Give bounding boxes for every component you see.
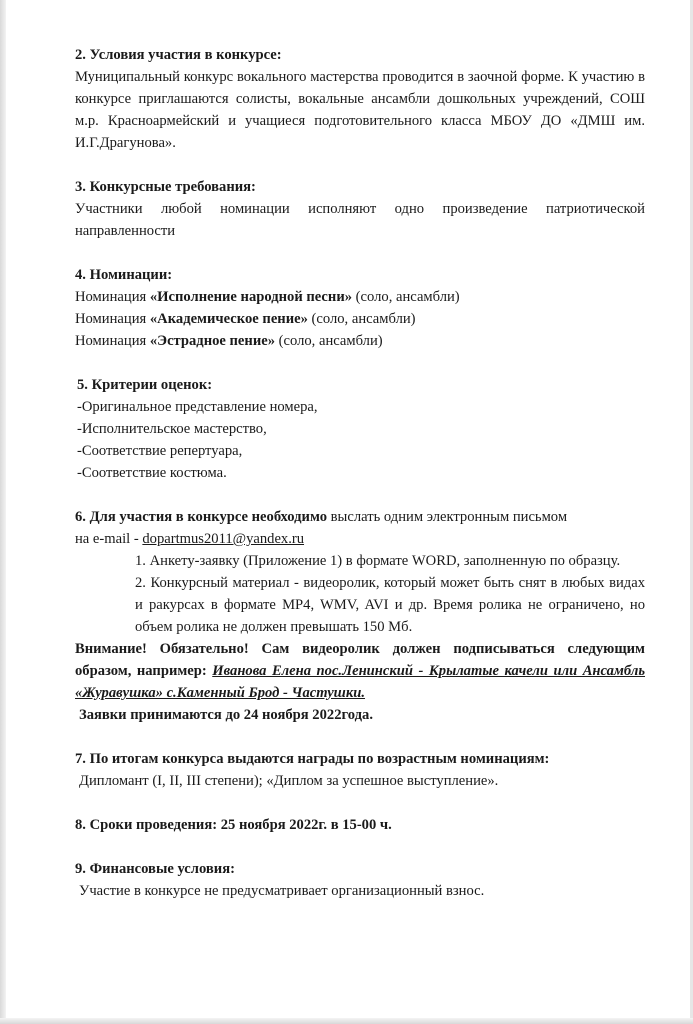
criteria-item: -Соответствие репертуара, bbox=[77, 443, 243, 459]
nomination-item bbox=[75, 286, 645, 308]
participation-title-rest: выслать одним электронным письмом bbox=[327, 509, 568, 525]
section-finance-title: 9. Финансовые условия: bbox=[75, 861, 235, 877]
deadline-text: Заявки принимаются до 24 ноября 2022года. bbox=[79, 707, 373, 723]
warning-label: Внимание! Обязательно! Сам видеоролик должен подписываться следующим образом, например: bbox=[75, 641, 645, 679]
nomination-prefix: Номинация bbox=[75, 311, 150, 327]
nomination-item bbox=[75, 308, 645, 330]
nomination-name: «Академическое пение» bbox=[149, 311, 308, 327]
document-page bbox=[75, 44, 645, 902]
section-requirements-title: 3. Конкурсные требования: bbox=[75, 179, 256, 195]
participation-item: 1. Анкету-заявку (Приложение 1) в формате WORD, заполненную по образцу. bbox=[135, 553, 621, 569]
section-awards bbox=[75, 748, 645, 792]
nomination-name: «Эстрадное пение» bbox=[149, 333, 275, 349]
section-finance bbox=[75, 858, 645, 902]
section-participation bbox=[75, 506, 645, 726]
scan-left-edge bbox=[0, 0, 6, 1024]
nomination-item bbox=[75, 330, 645, 352]
participation-list bbox=[75, 550, 645, 638]
section-awards-text: Дипломант (I, II, III степени); «Диплом за успешное выступление». bbox=[79, 773, 499, 789]
section-criteria bbox=[75, 374, 645, 484]
participation-title: 6. Для участия в конкурсе необходимо bbox=[75, 509, 328, 525]
warning-text bbox=[75, 638, 645, 704]
nomination-suffix: (соло, ансамбли) bbox=[307, 311, 416, 327]
email-prefix: на e-mail - bbox=[75, 531, 143, 547]
filename-example: Иванова Елена пос.Ленинский - Крылатые качели или Ансамбль «Журавушка» с.Каменный Брод - Частушки. bbox=[75, 663, 646, 701]
nomination-prefix: Номинация bbox=[75, 333, 150, 349]
email-line bbox=[75, 528, 645, 550]
section-requirements-text: Участники любой номинации исполняют одно произведение патриотической направленности bbox=[75, 201, 645, 239]
scan-bottom-edge bbox=[0, 1018, 693, 1024]
section-nominations bbox=[75, 264, 645, 352]
section-requirements bbox=[75, 176, 645, 242]
nomination-suffix: (соло, ансамбли) bbox=[275, 333, 383, 349]
section-nominations-title: 4. Номинации: bbox=[75, 267, 173, 283]
nomination-prefix: Номинация bbox=[75, 289, 150, 305]
section-criteria-title: 5. Критерии оценок: bbox=[77, 377, 213, 393]
participation-item: 2. Конкурсный материал - видеоролик, который может быть снят в любых видах и ракурсах в формате MP4, WMV, AVI и др. Время ролика не ограничено, но объем ролика не должен превышать 150 Мб. bbox=[135, 575, 645, 635]
section-finance-text: Участие в конкурсе не предусматривает организационный взнос. bbox=[79, 883, 485, 899]
nomination-name: «Исполнение народной песни» bbox=[149, 289, 353, 305]
email-link[interactable]: dopartmus2011@yandex.ru bbox=[142, 531, 305, 547]
section-conditions-text: Муниципальный конкурс вокального мастерства проводится в заочной форме. К участию в конкурсе приглашаются солисты, вокальные ансамбли дошкольных учреждений, СОШ м.р. Красноармейский и учащиеся подготовительного класса МБОУ ДО «ДМШ им. И.Г.Драгунова». bbox=[75, 69, 645, 151]
criteria-item: -Оригинальное представление номера, bbox=[77, 399, 318, 415]
section-conditions bbox=[75, 44, 645, 154]
section-awards-title: 7. По итогам конкурса выдаются награды по возрастным номинациям: bbox=[75, 751, 550, 767]
participation-intro bbox=[75, 506, 645, 528]
criteria-item: -Соответствие костюма. bbox=[77, 465, 227, 481]
nomination-suffix: (соло, ансамбли) bbox=[352, 289, 460, 305]
criteria-item: -Исполнительское мастерство, bbox=[77, 421, 267, 437]
section-conditions-title: 2. Условия участия в конкурсе: bbox=[75, 47, 282, 63]
section-dates-title: 8. Сроки проведения: 25 ноября 2022г. в 15-00 ч. bbox=[75, 817, 392, 833]
section-dates bbox=[75, 814, 645, 836]
